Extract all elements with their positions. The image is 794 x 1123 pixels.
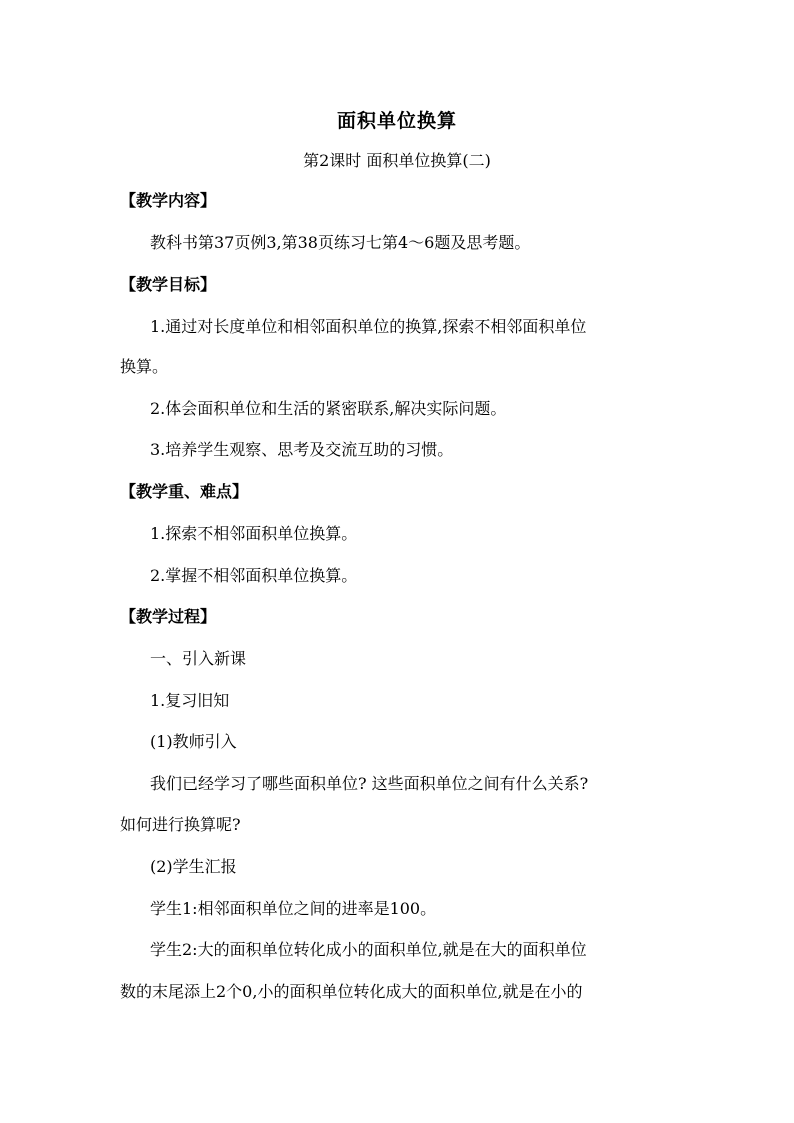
goal-1-line-2: 换算。 [120, 357, 169, 376]
section-heading-goals: 【教学目标】 [120, 275, 217, 294]
process-step-1: 一、引入新课 [150, 649, 247, 668]
process-step-1-1-a: (1)教师引入 [150, 732, 237, 751]
teacher-question-line-1: 我们已经学习了哪些面积单位? 这些面积单位之间有什么关系? [150, 774, 589, 793]
keypoint-1: 1.探索不相邻面积单位换算。 [150, 524, 358, 543]
lesson-subtitle: 第2课时 面积单位换算(二) [303, 151, 491, 170]
goal-3: 3.培养学生观察、思考及交流互助的习惯。 [150, 440, 454, 459]
section-heading-process: 【教学过程】 [120, 607, 217, 626]
document-title: 面积单位换算 [336, 110, 457, 132]
section-heading-content: 【教学内容】 [120, 191, 217, 210]
goal-1-line-1: 1.通过对长度单位和相邻面积单位的换算,探索不相邻面积单位 [150, 317, 587, 336]
keypoint-2: 2.掌握不相邻面积单位换算。 [150, 566, 358, 585]
content-text: 教科书第37页例3,第38页练习七第4～6题及思考题。 [150, 233, 531, 252]
process-step-1-1-b: (2)学生汇报 [150, 857, 237, 876]
section-heading-keypoints: 【教学重、难点】 [120, 482, 249, 501]
student-1-answer: 学生1:相邻面积单位之间的进率是100。 [150, 899, 437, 918]
process-step-1-1: 1.复习旧知 [150, 691, 230, 710]
student-2-answer-line-1: 学生2:大的面积单位转化成小的面积单位,就是在大的面积单位 [150, 940, 587, 959]
teacher-question-line-2: 如何进行换算呢? [120, 815, 241, 834]
goal-2: 2.体会面积单位和生活的紧密联系,解决实际问题。 [150, 399, 507, 418]
student-2-answer-line-2: 数的末尾添上2个0,小的面积单位转化成大的面积单位,就是在小的 [120, 982, 583, 1001]
